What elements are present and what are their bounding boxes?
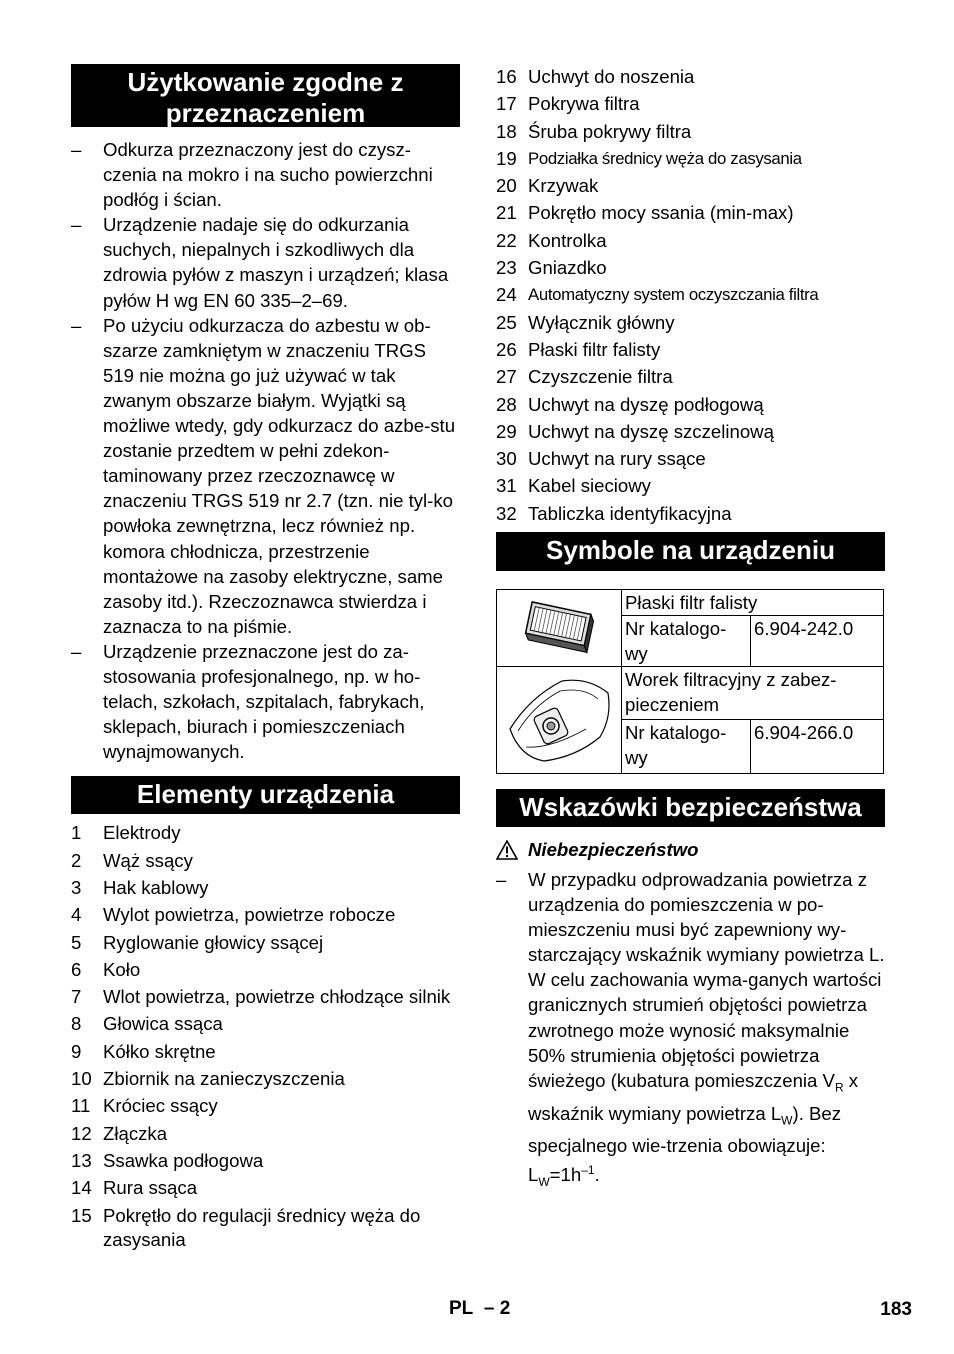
item-number: 21 — [496, 202, 517, 224]
section-heading-safety: Wskazówki bezpieczeństwa — [496, 789, 885, 827]
list-item — [71, 313, 460, 639]
item-text: Złączka — [103, 1122, 168, 1144]
list-item — [496, 174, 885, 198]
dash-marker: – — [496, 868, 507, 890]
section-page: – 2 — [483, 1298, 511, 1319]
list-item — [71, 1067, 460, 1091]
item-text: Głowica ssąca — [103, 1013, 223, 1035]
item-number: 26 — [496, 338, 517, 360]
item-number: 22 — [496, 229, 517, 251]
device-elements-list-continued — [496, 65, 885, 526]
subscript: W — [781, 1113, 793, 1128]
item-text: Elektrody — [103, 822, 181, 844]
section-heading-device-elements: Elementy urządzenia — [71, 776, 460, 814]
dash-marker: – — [71, 640, 82, 662]
list-item — [71, 1094, 460, 1118]
item-text: Koło — [103, 958, 141, 980]
item-text: Ssawka podłogowa — [103, 1149, 264, 1171]
item-text: Płaski filtr falisty — [528, 338, 661, 360]
list-item — [496, 338, 885, 362]
dash-marker: – — [71, 214, 82, 236]
item-number: 6 — [71, 958, 82, 980]
catalog-number: 6.904-242.0 — [751, 615, 884, 666]
flat-pleated-filter-icon — [497, 589, 622, 666]
list-item — [71, 821, 460, 845]
list-item — [496, 365, 885, 389]
dash-marker: – — [71, 314, 82, 336]
list-item — [71, 1176, 460, 1200]
item-text: Kontrolka — [528, 229, 607, 251]
list-item — [71, 849, 460, 873]
item-number: 30 — [496, 448, 517, 470]
section-heading-symbols: Symbole na urządzeniu — [496, 532, 885, 571]
item-number: 13 — [71, 1149, 92, 1171]
list-item-text: Urządzenie nadaje się do odkurzania suchych, niepalnych i szkodliwych dla zdrowia pyłów z maszyn i urządzeń; klasa pyłów H wg EN 60 335–2–69. — [103, 214, 449, 311]
item-number: 16 — [496, 66, 517, 87]
item-text: Wlot powietrza, powietrze chłodzące silnik — [103, 986, 451, 1008]
item-number: 18 — [496, 120, 517, 142]
list-item — [496, 311, 885, 335]
list-item-text: Po użyciu odkurzacza do azbestu w ob-szarze zamkniętym w znaczeniu TRGS 519 nie można go już używać w tak zwanym obszarze białym. Wyjątki są możliwe wtedy, gdy odkurzacz do azbe-stu zostanie przedtem w pełni zdekon-taminowany przez rzeczoznawcę w znaczeniu TRGS 519 nr 2.7 (tzn. nie tyl-ko powłoka zewnętrzna, lecz również np. komora chłodnicza, przestrzenie montażowe na zasoby elektryczne, same zasoby itd.). Rzeczoznawca stwierdza i zaznacza to na piśmie. — [103, 314, 456, 637]
list-item — [71, 212, 460, 312]
item-text: Kabel sieciowy — [528, 475, 651, 497]
left-column — [71, 64, 460, 1255]
item-number: 11 — [71, 1095, 91, 1117]
list-item — [496, 256, 885, 280]
list-item — [71, 1040, 460, 1064]
item-number: 28 — [496, 393, 517, 415]
symbol-name: Płaski filtr falisty — [622, 589, 884, 615]
list-item-text: Odkurza przeznaczony jest do czysz-czenia na mokro i na sucho powierzchni podłóg i ścian. — [103, 139, 433, 211]
list-item — [496, 502, 885, 526]
item-number: 29 — [496, 420, 517, 442]
footer-language-page — [449, 1298, 510, 1320]
list-item — [496, 393, 885, 417]
table-row — [497, 666, 884, 720]
list-item — [71, 1122, 460, 1146]
list-item — [496, 229, 885, 253]
item-text: Zbiornik na zanieczyszczenia — [103, 1068, 345, 1090]
list-item — [496, 65, 885, 89]
text-part: W przypadku odprowadzania powietrza z urządzenia do pomieszczenia w po-mieszczeniu musi być zapewniony wy-starczający wskaźnik wymiany powietrza L. W celu zachowania wyma-ganych wartości granicznych strumień objętości powietrza zwrotnego może wynosić maksymalnie 50% strumienia objętości powietrza świeżego (kubatura pomieszczenia V — [528, 868, 885, 1091]
list-item — [496, 92, 885, 116]
safety-list — [496, 867, 885, 1195]
section-heading-intended-use: Użytkowanie zgodne z przeznaczeniem — [71, 64, 460, 127]
list-item — [71, 958, 460, 982]
item-number: 24 — [496, 284, 517, 306]
danger-warning — [496, 839, 885, 861]
safety-paragraph — [528, 867, 885, 1195]
item-number: 10 — [71, 1068, 92, 1090]
item-text: Uchwyt do noszenia — [528, 66, 695, 87]
item-text: Rura ssąca — [103, 1177, 198, 1199]
list-item — [71, 1012, 460, 1036]
item-text: Hak kablowy — [103, 876, 209, 898]
item-text: Króciec ssący — [103, 1095, 218, 1117]
item-number: 2 — [71, 849, 82, 871]
item-text: Uchwyt na rury ssące — [528, 448, 706, 470]
list-item — [71, 903, 460, 927]
item-number: 23 — [496, 257, 517, 279]
list-item — [496, 420, 885, 444]
list-item — [496, 447, 885, 471]
item-text: Kółko skrętne — [103, 1040, 216, 1062]
item-number: 32 — [496, 502, 517, 524]
text-part: ). Bez specjalnego wie-trzenia obowiązuje: L — [528, 1102, 842, 1186]
list-item — [496, 867, 885, 1195]
dash-marker: – — [71, 139, 82, 160]
item-text: Gniazdko — [528, 257, 607, 279]
list-item — [71, 639, 460, 764]
catalog-label: Nr katalogo-wy — [622, 615, 751, 666]
item-number: 5 — [71, 931, 82, 953]
table-row — [497, 589, 884, 615]
item-text: Wąż ssący — [103, 849, 193, 871]
item-text: Ryglowanie głowicy ssącej — [103, 931, 324, 953]
item-number: 20 — [496, 175, 517, 197]
item-text: Podziałka średnicy węża do zasysania — [528, 148, 802, 168]
list-item — [71, 1204, 460, 1252]
device-elements-list — [71, 821, 460, 1252]
item-text: Krzywak — [528, 175, 599, 197]
symbol-name: Worek filtracyjny z zabez-pieczeniem — [622, 666, 884, 720]
list-item — [71, 137, 460, 212]
item-number: 31 — [496, 475, 517, 497]
item-text: Uchwyt na dyszę szczelinową — [528, 420, 774, 442]
item-text: Czyszczenie filtra — [528, 366, 673, 388]
item-number: 7 — [71, 986, 82, 1008]
list-item — [71, 1149, 460, 1173]
item-number: 1 — [71, 822, 82, 844]
item-number: 27 — [496, 366, 517, 388]
item-number: 19 — [496, 147, 517, 169]
item-text: Wylot powietrza, powietrze robocze — [103, 904, 396, 926]
item-number: 25 — [496, 311, 517, 333]
warning-label: Niebezpieczeństwo — [528, 838, 699, 860]
item-number: 4 — [71, 904, 82, 926]
list-item — [496, 201, 885, 225]
list-item — [71, 985, 460, 1009]
item-text: Tabliczka identyfikacyjna — [528, 502, 732, 524]
item-text: Pokrętło do regulacji średnicy węża do zasysania — [103, 1204, 421, 1250]
superscript: –1 — [581, 1163, 595, 1178]
item-text: Pokrywa filtra — [528, 93, 640, 115]
filter-bag-icon — [497, 666, 622, 773]
item-number: 3 — [71, 876, 82, 898]
text-part: . — [594, 1164, 600, 1186]
catalog-number: 6.904-266.0 — [751, 720, 884, 774]
list-item-text: Urządzenie przeznaczone jest do za-stosowania profesjonalnego, np. w ho-telach, szkołach, szpitalach, fabrykach, sklepach, biurach i pomieszczeniach wynajmowanych. — [103, 640, 425, 763]
intended-use-list — [71, 137, 460, 764]
catalog-label: Nr katalogo-wy — [622, 720, 751, 774]
list-item — [71, 876, 460, 900]
language-code: PL — [449, 1298, 474, 1319]
right-column — [496, 58, 885, 1195]
item-number: 17 — [496, 93, 517, 115]
list-item — [496, 120, 885, 144]
item-text: Automatyczny system oczyszczania filtra — [528, 285, 819, 305]
list-item — [71, 931, 460, 955]
page-number: 183 — [880, 1299, 912, 1320]
text-part: x wskaźnik wymiany powietrza L — [528, 1069, 859, 1124]
item-text: Pokrętło mocy ssania (min-max) — [528, 202, 794, 224]
item-number: 8 — [71, 1013, 82, 1035]
text-part: =1h — [549, 1164, 582, 1186]
item-number: 14 — [71, 1177, 92, 1199]
subscript: W — [538, 1175, 550, 1190]
list-item — [496, 283, 885, 307]
symbols-table — [496, 589, 884, 774]
item-number: 15 — [71, 1204, 92, 1226]
item-number: 12 — [71, 1122, 92, 1144]
item-text: Śruba pokrywy filtra — [528, 120, 692, 142]
item-number: 9 — [71, 1040, 82, 1062]
warning-triangle-icon — [496, 840, 518, 860]
subscript: R — [834, 1080, 844, 1095]
list-item — [496, 147, 885, 171]
list-item — [496, 474, 885, 498]
item-text: Uchwyt na dyszę podłogową — [528, 393, 764, 415]
item-text: Wyłącznik główny — [528, 311, 675, 333]
